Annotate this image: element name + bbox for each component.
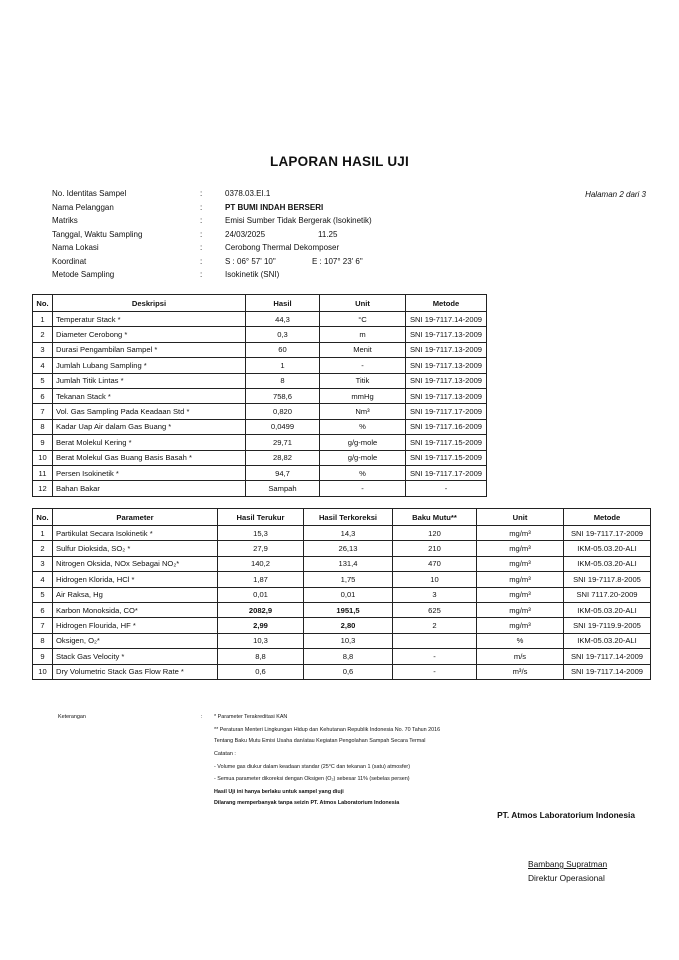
table-cell-unit: g/g-mole [320, 435, 406, 450]
table-cell-unit: mg/m³ [477, 602, 564, 617]
table-cell-baku: - [393, 664, 477, 679]
meta-value-secondary: 11.25 [318, 229, 338, 239]
table-cell-unit: mg/m³ [477, 541, 564, 556]
table-cell-unit: m³/s [477, 664, 564, 679]
column-header: No. [33, 509, 53, 526]
table-cell-baku: 120 [393, 526, 477, 541]
meta-colon: : [200, 189, 203, 198]
table-cell-hasil: 0,3 [246, 327, 320, 342]
table-cell-metode: IKM-05.03.20-ALI [564, 602, 651, 617]
note-line: Catatan : [214, 751, 236, 757]
table-row [33, 327, 487, 342]
table-cell-unit: mg/m³ [477, 587, 564, 602]
table-cell-baku: 3 [393, 587, 477, 602]
table-cell-desc: Berat Molekul Kering * [53, 435, 246, 450]
table-cell-hasil: 28,82 [246, 450, 320, 465]
table-cell-hasil: 1 [246, 358, 320, 373]
table-cell-hasil: 8 [246, 373, 320, 388]
table-cell-metode: - [406, 481, 487, 496]
table-cell-metode: SNI 19-7117.14-2009 [564, 649, 651, 664]
meta-colon: : [200, 229, 203, 239]
table-cell-param: Hidrogen Klorida, HCl * [53, 572, 218, 587]
table-cell-param: Dry Volumetric Stack Gas Flow Rate * [53, 664, 218, 679]
table-cell-baku: 625 [393, 602, 477, 617]
table-cell-metode: SNI 19-7117.13-2009 [406, 327, 487, 342]
table-cell-no: 2 [33, 541, 53, 556]
meta-label: Tanggal, Waktu Sampling [52, 229, 143, 239]
table-header-row [33, 295, 487, 312]
table-row [33, 556, 651, 571]
table-cell-metode: SNI 19-7117.14-2009 [406, 312, 487, 327]
table-cell-terukur: 2082,9 [218, 602, 304, 617]
table-cell-unit: Nm³ [320, 404, 406, 419]
table-cell-no: 12 [33, 481, 53, 496]
table-cell-no: 6 [33, 602, 53, 617]
table-cell-param: Oksigen, O₂* [53, 633, 218, 648]
note-line: Tentang Baku Mutu Emisi Usaha dan/atau Kegiatan Pengolahan Sampah Secara Termal [214, 738, 426, 744]
table-cell-terukur: 8,8 [218, 649, 304, 664]
table-cell-unit: mg/m³ [477, 526, 564, 541]
table-row [33, 358, 487, 373]
meta-value: PT BUMI INDAH BERSERI [225, 202, 324, 212]
note-line: ** Peraturan Menteri Lingkungan Hidup dan Kehutanan Republik Indonesia No. 70 Tahun 2016 [214, 727, 441, 733]
table-cell-unit: mg/m³ [477, 618, 564, 633]
table-cell-metode: SNI 19-7117.8-2005 [564, 572, 651, 587]
column-header: Deskripsi [53, 295, 246, 312]
table-cell-terukur: 1,87 [218, 572, 304, 587]
table-cell-no: 5 [33, 373, 53, 388]
table-row [33, 587, 651, 602]
table-cell-no: 8 [33, 633, 53, 648]
column-header: Hasil Terukur [218, 509, 304, 526]
meta-label: Koordinat [52, 256, 87, 266]
table-cell-no: 1 [33, 312, 53, 327]
table-cell-hasil: 94,7 [246, 465, 320, 480]
meta-colon: : [200, 270, 203, 279]
table-cell-param: Karbon Monoksida, CO* [53, 602, 218, 617]
table-cell-no: 6 [33, 388, 53, 403]
table-cell-hasil: 758,6 [246, 388, 320, 403]
table-cell-no: 4 [33, 572, 53, 587]
meta-value: 24/03/2025 [225, 229, 266, 239]
meta-label: Nama Lokasi [52, 243, 99, 252]
meta-value: Isokinetik (SNI) [225, 270, 280, 279]
table-cell-desc: Diameter Cerobong * [53, 327, 246, 342]
table-cell-terukur: 27,9 [218, 541, 304, 556]
note-line: * Parameter Terakreditasi KAN [214, 714, 288, 720]
table-row [33, 526, 651, 541]
table-row [33, 404, 487, 419]
table-cell-no: 8 [33, 419, 53, 434]
note-line: - Volume gas diukur dalam keadaan standar (25°C dan tekanan 1 (satu) atmosfer) [214, 764, 411, 770]
column-header: Unit [320, 295, 406, 312]
note-line: Hasil Uji ini hanya berlaku untuk sampel yang diuji [214, 789, 344, 795]
table-cell-desc: Jumlah Lubang Sampling * [53, 358, 246, 373]
table-row [33, 633, 651, 648]
table-header-row [33, 509, 651, 526]
emission-results-table [32, 508, 651, 680]
page-number-label: Halaman 2 dari 3 [585, 190, 646, 199]
table-cell-metode: SNI 19-7117.17-2009 [406, 465, 487, 480]
table-cell-unit: - [320, 481, 406, 496]
table-cell-metode: IKM-05.03.20-ALI [564, 556, 651, 571]
column-header: Metode [406, 295, 487, 312]
signatory-role: Direktur Operasional [528, 873, 605, 883]
table-cell-baku: - [393, 649, 477, 664]
table-cell-no: 7 [33, 618, 53, 633]
column-header: Metode [564, 509, 651, 526]
table-cell-baku: 210 [393, 541, 477, 556]
table-cell-desc: Tekanan Stack * [53, 388, 246, 403]
table-cell-hasil: 60 [246, 342, 320, 357]
table-cell-unit: % [320, 419, 406, 434]
table-cell-no: 4 [33, 358, 53, 373]
table-cell-baku [393, 633, 477, 648]
table-cell-terkoreksi: 8,8 [304, 649, 393, 664]
table-cell-terukur: 0,01 [218, 587, 304, 602]
table-cell-metode: SNI 19-7117.15-2009 [406, 450, 487, 465]
table-row [33, 435, 487, 450]
meta-label: No. Identitas Sampel [52, 189, 127, 198]
column-header: No. [33, 295, 53, 312]
table-cell-no: 3 [33, 556, 53, 571]
table-cell-param: Partikulat Secara Isokinetik * [53, 526, 218, 541]
table-cell-unit: mmHg [320, 388, 406, 403]
table-cell-no: 10 [33, 450, 53, 465]
notes-colon: : [201, 714, 203, 720]
table-cell-metode: SNI 19-7117.15-2009 [406, 435, 487, 450]
meta-colon: : [200, 216, 203, 225]
table-row [33, 388, 487, 403]
meta-label: Matriks [52, 216, 78, 225]
table-cell-metode: SNI 7117.20-2009 [564, 587, 651, 602]
table-row [33, 450, 487, 465]
table-cell-desc: Berat Molekul Gas Buang Basis Basah * [53, 450, 246, 465]
meta-value: 0378.03.EI.1 [225, 189, 271, 198]
table-cell-desc: Jumlah Titik Lintas * [53, 373, 246, 388]
table-cell-terkoreksi: 2,80 [304, 618, 393, 633]
table-cell-no: 2 [33, 327, 53, 342]
table-row [33, 419, 487, 434]
table-cell-terkoreksi: 10,3 [304, 633, 393, 648]
meta-value-secondary: E : 107° 23' 6" [312, 256, 363, 266]
table-cell-unit: Menit [320, 342, 406, 357]
meta-label: Metode Sampling [52, 270, 115, 279]
table-row [33, 602, 651, 617]
table-row [33, 481, 487, 496]
table-cell-desc: Kadar Uap Air dalam Gas Buang * [53, 419, 246, 434]
table-cell-terukur: 10,3 [218, 633, 304, 648]
table-cell-metode: SNI 19-7117.13-2009 [406, 388, 487, 403]
table-cell-terukur: 140,2 [218, 556, 304, 571]
lab-name: PT. Atmos Laboratorium Indonesia [497, 810, 635, 820]
table-cell-baku: 2 [393, 618, 477, 633]
column-header: Hasil Terkoreksi [304, 509, 393, 526]
table-cell-metode: SNI 19-7117.13-2009 [406, 342, 487, 357]
table-cell-no: 5 [33, 587, 53, 602]
report-title: LAPORAN HASIL UJI [270, 154, 409, 169]
column-header: Unit [477, 509, 564, 526]
table-cell-metode: SNI 19-7117.16-2009 [406, 419, 487, 434]
table-cell-metode: SNI 19-7117.17-2009 [564, 526, 651, 541]
column-header: Hasil [246, 295, 320, 312]
meta-label: Nama Pelanggan [52, 202, 114, 212]
table-cell-terkoreksi: 26,13 [304, 541, 393, 556]
table-cell-metode: SNI 19-7117.17-2009 [406, 404, 487, 419]
meta-value: S : 06° 57' 10" [225, 256, 276, 266]
note-line: - Semua parameter dikoreksi dengan Oksigen (O₂) sebesar 11% (sebelas persen) [214, 776, 410, 782]
table-cell-unit: % [320, 465, 406, 480]
meta-colon: : [200, 202, 203, 212]
note-line: Dilarang memperbanyak tanpa seizin PT. Atmos Laboratorium Indonesia [214, 800, 400, 806]
table-cell-no: 7 [33, 404, 53, 419]
table-cell-param: Nitrogen Oksida, NOx Sebagai NO₂* [53, 556, 218, 571]
table-cell-param: Hidrogen Flourida, HF * [53, 618, 218, 633]
notes-label: Keterangan [58, 714, 86, 720]
table-cell-terkoreksi: 0,6 [304, 664, 393, 679]
table-row [33, 572, 651, 587]
table-cell-terukur: 0,6 [218, 664, 304, 679]
table-cell-no: 11 [33, 465, 53, 480]
table-cell-no: 10 [33, 664, 53, 679]
table-cell-terukur: 2,99 [218, 618, 304, 633]
table-cell-param: Sulfur Dioksida, SO₂ * [53, 541, 218, 556]
table-row [33, 465, 487, 480]
table-cell-baku: 10 [393, 572, 477, 587]
table-cell-no: 1 [33, 526, 53, 541]
table-cell-desc: Temperatur Stack * [53, 312, 246, 327]
table-row [33, 649, 651, 664]
table-cell-metode: SNI 19-7117.14-2009 [564, 664, 651, 679]
table-cell-unit: °C [320, 312, 406, 327]
table-cell-metode: IKM-05.03.20-ALI [564, 633, 651, 648]
table-cell-param: Air Raksa, Hg [53, 587, 218, 602]
table-cell-terkoreksi: 1951,5 [304, 602, 393, 617]
table-cell-terkoreksi: 131,4 [304, 556, 393, 571]
meta-value: Emisi Sumber Tidak Bergerak (Isokinetik) [225, 216, 372, 225]
table-cell-metode: SNI 19-7117.13-2009 [406, 358, 487, 373]
table-cell-metode: SNI 19-7119.9-2005 [564, 618, 651, 633]
table-cell-no: 9 [33, 435, 53, 450]
table-cell-no: 9 [33, 649, 53, 664]
column-header: Parameter [53, 509, 218, 526]
table-cell-hasil: 0,820 [246, 404, 320, 419]
table-cell-unit: % [477, 633, 564, 648]
table-row [33, 342, 487, 357]
table-cell-unit: g/g-mole [320, 450, 406, 465]
stack-description-table [32, 294, 487, 497]
table-cell-no: 3 [33, 342, 53, 357]
table-cell-hasil: Sampah [246, 481, 320, 496]
table-cell-unit: Titik [320, 373, 406, 388]
column-header: Baku Mutu** [393, 509, 477, 526]
table-cell-param: Stack Gas Velocity * [53, 649, 218, 664]
table-row [33, 541, 651, 556]
meta-colon: : [200, 256, 203, 266]
table-cell-desc: Vol. Gas Sampling Pada Keadaan Std * [53, 404, 246, 419]
table-cell-unit: mg/m³ [477, 556, 564, 571]
table-cell-desc: Durasi Pengambilan Sampel * [53, 342, 246, 357]
table-cell-terukur: 15,3 [218, 526, 304, 541]
table-cell-metode: SNI 19-7117.13-2009 [406, 373, 487, 388]
table-cell-desc: Persen Isokinetik * [53, 465, 246, 480]
table-cell-hasil: 0,0499 [246, 419, 320, 434]
table-row [33, 664, 651, 679]
table-cell-unit: mg/m³ [477, 572, 564, 587]
table-row [33, 312, 487, 327]
table-cell-desc: Bahan Bakar [53, 481, 246, 496]
meta-value: Cerobong Thermal Dekomposer [225, 243, 340, 252]
table-cell-terkoreksi: 0,01 [304, 587, 393, 602]
table-cell-metode: IKM-05.03.20-ALI [564, 541, 651, 556]
meta-colon: : [200, 243, 203, 252]
table-row [33, 373, 487, 388]
signatory-name: Bambang Supratman [528, 859, 608, 869]
table-cell-unit: m/s [477, 649, 564, 664]
table-cell-unit: m [320, 327, 406, 342]
table-cell-hasil: 44,3 [246, 312, 320, 327]
table-cell-terkoreksi: 14,3 [304, 526, 393, 541]
table-cell-unit: - [320, 358, 406, 373]
table-cell-terkoreksi: 1,75 [304, 572, 393, 587]
table-cell-baku: 470 [393, 556, 477, 571]
table-row [33, 618, 651, 633]
table-cell-hasil: 29,71 [246, 435, 320, 450]
